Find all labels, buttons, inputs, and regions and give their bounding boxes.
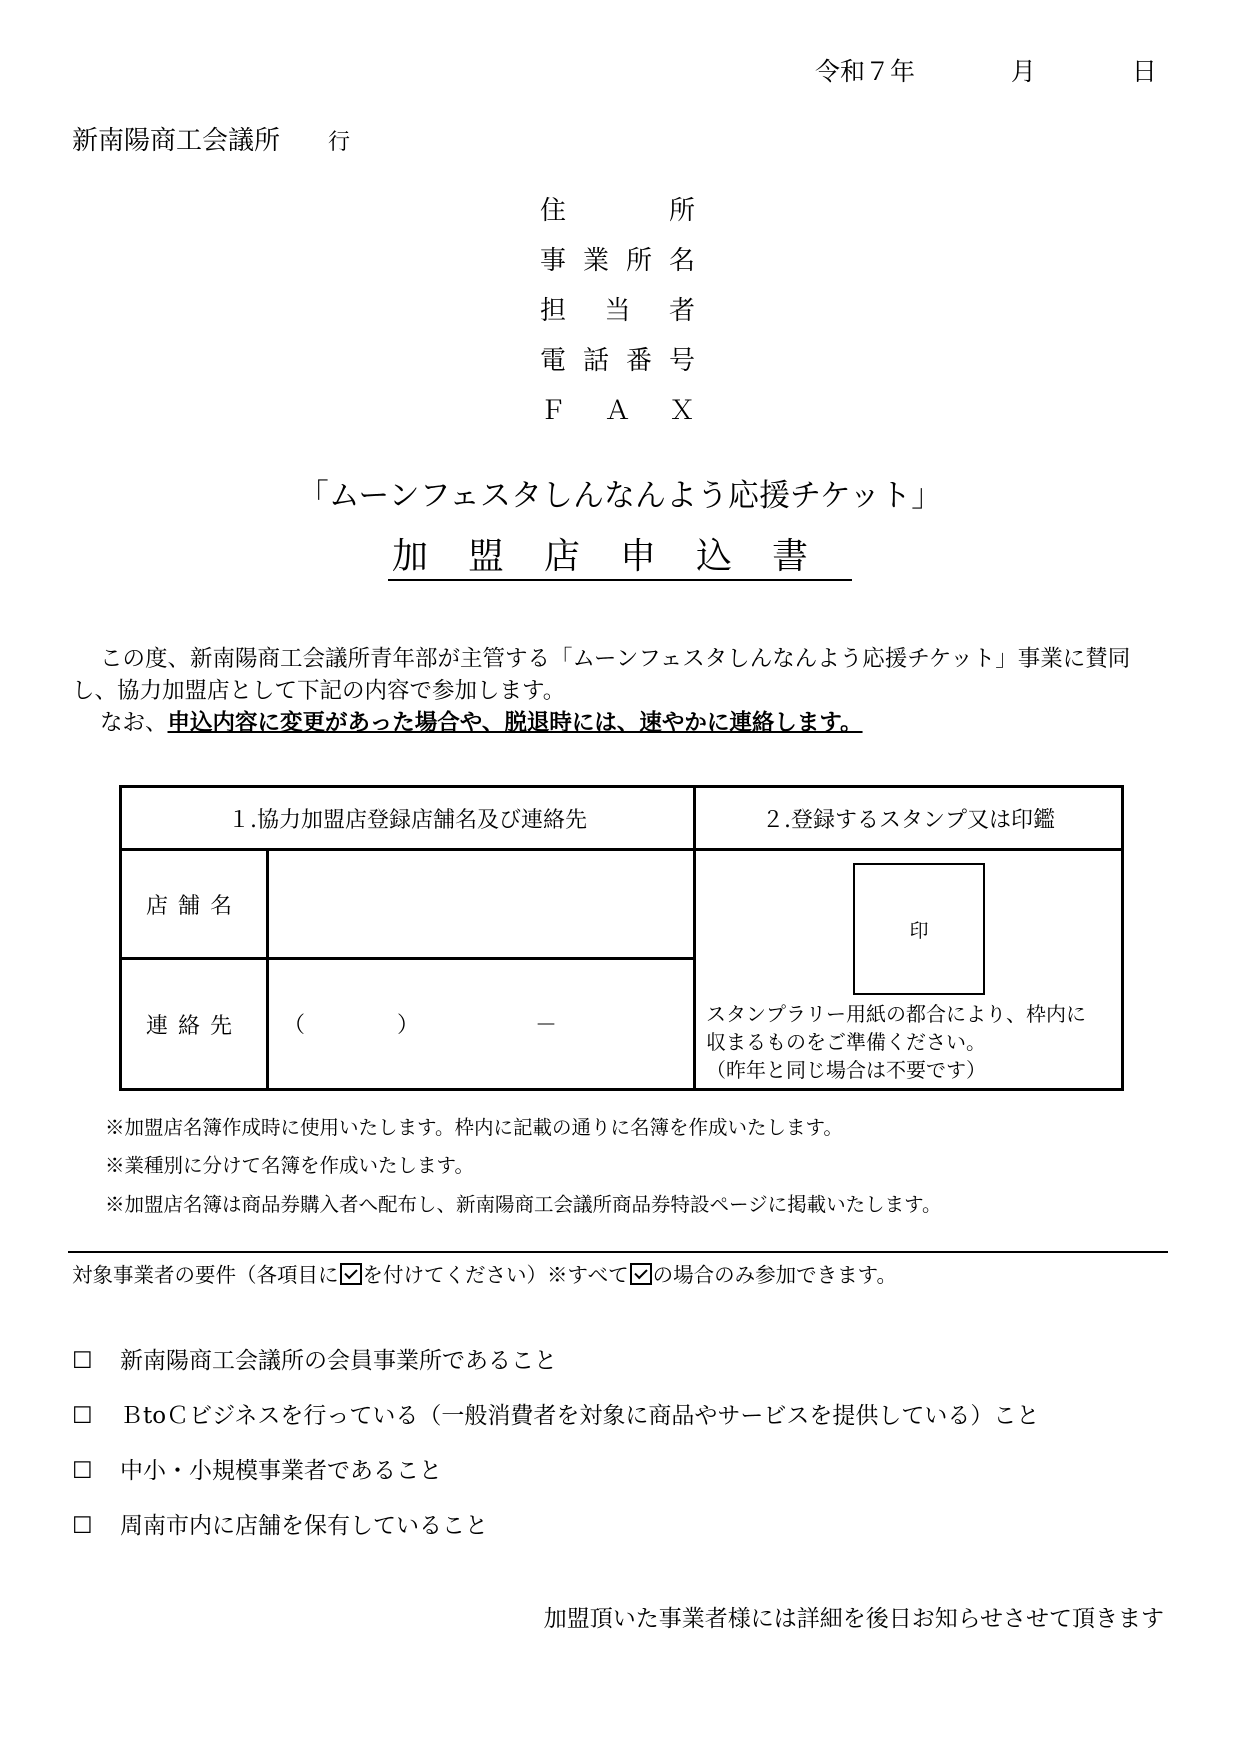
date-day: 日 xyxy=(1131,57,1157,86)
checked-box-icon xyxy=(630,1263,652,1285)
note-line: ※加盟店名簿作成時に使用いたします。枠内に記載の通りに名簿を作成いたします。 xyxy=(105,1116,843,1139)
stamp-box[interactable] xyxy=(853,863,985,995)
requirements-heading: 対象事業者の要件（各項目に を付けてください）※すべて の場合のみ参加できます。 xyxy=(72,1263,897,1287)
checkbox[interactable]: ☐ xyxy=(72,1458,93,1484)
intro-paragraph: この度、新南陽商工会議所青年部が主管する「ムーンフェスタしんなんよう応援チケット」事業に賛同し、協力加盟店として下記の内容で参加します。 xyxy=(72,646,1131,704)
intro-notice xyxy=(100,707,1100,739)
store-name-field[interactable] xyxy=(268,850,695,959)
sender-field-phone: 電 話 番 号 xyxy=(540,346,695,376)
contact-dash: － xyxy=(535,1013,558,1038)
addressee-name: 新南陽商工会議所 xyxy=(72,126,281,156)
stamp-note-line: （昨年と同じ場合は不要です） xyxy=(706,1058,986,1082)
requirement-item xyxy=(72,1397,1039,1430)
table-header-stamp: ２.登録するスタンプ又は印鑑 xyxy=(695,787,1123,850)
sender-field-address: 住 所 xyxy=(540,196,695,226)
sender-field-business-name: 事 業 所 名 xyxy=(540,246,695,276)
form-title xyxy=(0,528,1240,579)
contact-close-paren: ） xyxy=(397,1013,420,1038)
requirement-text: ＢtoＣビジネスを行っている（一般消費者を対象に商品やサービスを提供している）こと xyxy=(120,1403,1040,1429)
requirement-text: 新南陽商工会議所の会員事業所であること xyxy=(120,1348,557,1374)
date-month: 月 xyxy=(1010,57,1036,86)
intro-notice-underlined: 申込内容に変更があった場合や、脱退時には、速やかに連絡します。 xyxy=(167,710,863,736)
requirement-text: 周南市内に店舗を保有していること xyxy=(120,1513,488,1539)
stamp-mark: 印 xyxy=(909,919,929,942)
contact-open-paren: （ xyxy=(283,1013,306,1038)
note-line: ※業種別に分けて名簿を作成いたします。 xyxy=(105,1154,474,1177)
store-name-label: 店舗名 xyxy=(121,850,268,959)
stamp-note-line: スタンプラリー用紙の都合により、枠内に xyxy=(706,1002,1086,1026)
requirement-item xyxy=(72,1452,442,1485)
application-table xyxy=(119,785,1124,1091)
stamp-cell xyxy=(695,850,1123,1090)
requirement-text: 中小・小規模事業者であること xyxy=(120,1458,442,1484)
intro-notice-prefix: なお、 xyxy=(100,710,168,736)
stamp-note xyxy=(706,1000,1086,1084)
sender-field-fax: Ｆ Ａ Ｘ xyxy=(540,396,695,426)
section-divider xyxy=(68,1251,1168,1253)
checkbox[interactable]: ☐ xyxy=(72,1513,93,1539)
requirement-item xyxy=(72,1342,557,1375)
date-line xyxy=(815,52,1157,88)
program-title: 「ムーンフェスタしんなんよう応援チケット」 xyxy=(297,478,943,514)
addressee-suffix: 行 xyxy=(328,130,351,155)
checked-box-icon xyxy=(340,1263,362,1285)
form-title-text: 加盟店申込書 xyxy=(388,536,852,581)
checkbox[interactable]: ☐ xyxy=(72,1403,93,1429)
note-line: ※加盟店名簿は商品券購入者へ配布し、新南陽商工会議所商品券特設ページに掲載いたします。 xyxy=(105,1193,942,1216)
addressee xyxy=(72,120,350,157)
date-era: 令和７年 xyxy=(815,57,916,86)
requirement-item xyxy=(72,1507,488,1540)
contact-field[interactable] xyxy=(268,959,695,1090)
closing-note: 加盟頂いた事業者様には詳細を後日お知らせさせて頂きます xyxy=(543,1606,1164,1632)
stamp-note-line: 収まるものをご準備ください。 xyxy=(706,1030,986,1054)
sender-field-contact-person: 担 当 者 xyxy=(540,296,695,326)
checkbox[interactable]: ☐ xyxy=(72,1348,93,1374)
table-header-store: １.協力加盟店登録店舗名及び連絡先 xyxy=(121,787,695,850)
contact-label: 連絡先 xyxy=(121,959,268,1090)
